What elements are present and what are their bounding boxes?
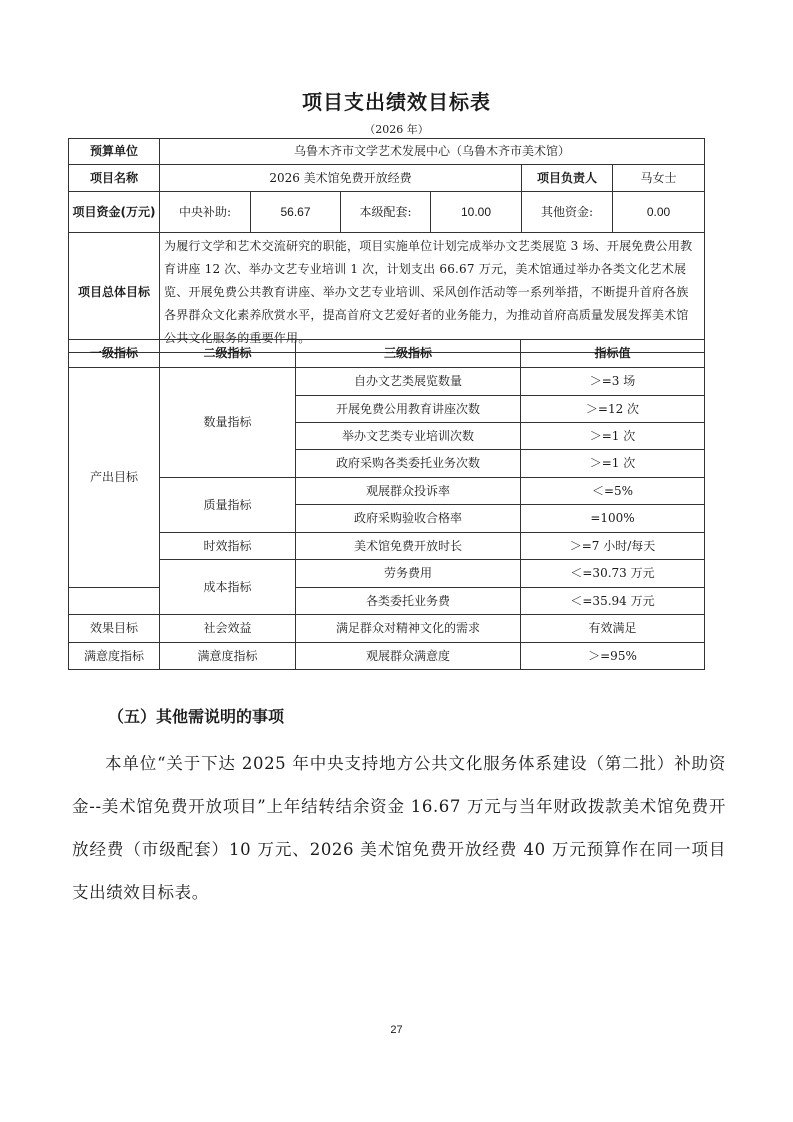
owner-value: 马女士 [613, 165, 705, 192]
table-row [69, 478, 705, 505]
header-level1: 一级指标 [69, 340, 160, 368]
level2-quality: 质量指标 [160, 478, 296, 533]
header-level2: 二级指标 [160, 340, 296, 368]
indicator-name: 美术馆免费开放时长 [296, 533, 521, 560]
project-name-row [69, 165, 705, 192]
table-year: （2026 年） [364, 123, 429, 136]
funds-label: 项目资金(万元) [69, 192, 160, 233]
level2-cost: 成本指标 [160, 560, 296, 615]
project-info-table [68, 138, 705, 353]
indicator-value: =100% [521, 505, 705, 533]
budget-unit-label: 预算单位 [69, 139, 160, 165]
indicator-table [68, 339, 705, 670]
empty-cell [69, 588, 160, 615]
owner-label: 项目负责人 [522, 165, 613, 192]
project-name-label: 项目名称 [69, 165, 160, 192]
table-title: 项目支出绩效目标表 [302, 90, 491, 114]
indicator-name: 自办文艺类展览数量 [296, 368, 521, 396]
other-value: 0.00 [613, 192, 705, 233]
indicator-name: 观展群众投诉率 [296, 478, 521, 505]
indicator-value: ＜=35.94 万元 [521, 588, 705, 615]
indicator-name: 观展群众满意度 [296, 643, 521, 670]
goal-text: 为履行文学和艺术交流研究的职能，项目实施单位计划完成举办文艺类展览 3 场、开展免费公用教育讲座 12 次、举办文艺专业培训 1 次，计划支出 66.67 万元，美术馆通过举办各类文化艺术展览、开展免费公共教育讲座、举办文艺专业培训、采风创作活动等一系列举措，不断提升首府各族各界群众文化素养欣赏水平，提高首府文艺爱好者的业务能力，为推动首府高质量发展发挥美术馆公共文化服务的重要作用。 [160, 233, 705, 353]
indicator-name: 各类委托业务费 [296, 588, 521, 615]
level1-effect: 效果目标 [69, 615, 160, 643]
section-heading: （五）其他需说明的事项 [108, 707, 285, 726]
indicator-value: 有效满足 [521, 615, 705, 643]
page-number: 27 [390, 1024, 403, 1036]
indicator-value: ＜=30.73 万元 [521, 560, 705, 588]
local-label: 本级配套: [341, 192, 431, 233]
indicator-value: ＞=1 次 [521, 423, 705, 450]
level2-quantity: 数量指标 [160, 368, 296, 478]
central-label: 中央补助: [160, 192, 251, 233]
budget-unit-row [69, 139, 705, 165]
level2-time: 时效指标 [160, 533, 296, 560]
indicator-value: ＞=12 次 [521, 396, 705, 423]
goal-row [69, 233, 705, 353]
table-row [69, 560, 705, 588]
indicator-name: 劳务费用 [296, 560, 521, 588]
level2-satisfaction: 满意度指标 [160, 643, 296, 670]
table-row [69, 368, 705, 396]
indicator-header-row [69, 340, 705, 368]
local-value: 10.00 [431, 192, 522, 233]
other-label: 其他资金: [522, 192, 613, 233]
funds-row [69, 192, 705, 233]
indicator-name: 开展免费公用教育讲座次数 [296, 396, 521, 423]
header-level3: 三级指标 [296, 340, 521, 368]
header-value: 指标值 [521, 340, 705, 368]
indicator-value: ＞=7 小时/每天 [521, 533, 705, 560]
central-value: 56.67 [251, 192, 341, 233]
project-name-value: 2026 美术馆免费开放经费 [160, 165, 522, 192]
table-row [69, 643, 705, 670]
level1-output: 产出目标 [69, 368, 160, 588]
indicator-value: ＞=1 次 [521, 450, 705, 478]
level1-satisfaction: 满意度指标 [69, 643, 160, 670]
indicator-value: ＜=5% [521, 478, 705, 505]
indicator-value: ＞=95% [521, 643, 705, 670]
table-row [69, 533, 705, 560]
goal-label: 项目总体目标 [69, 233, 160, 353]
level2-social: 社会效益 [160, 615, 296, 643]
table-row [69, 615, 705, 643]
indicator-value: ＞=3 场 [521, 368, 705, 396]
indicator-name: 政府采购验收合格率 [296, 505, 521, 533]
budget-unit-value: 乌鲁木齐市文学艺术发展中心（乌鲁木齐市美术馆） [160, 139, 705, 165]
indicator-name: 政府采购各类委托业务次数 [296, 450, 521, 478]
indicator-name: 满足群众对精神文化的需求 [296, 615, 521, 643]
section-paragraph: 本单位“关于下达 2025 年中央支持地方公共文化服务体系建设（第二批）补助资金--美术馆免费开放项目”上年结转结余资金 16.67 万元与当年财政拨款美术馆免费开放经费（市级配套）10 万元、2026 美术馆免费开放经费 40 万元预算作在同一项目支出绩效目标表。 [72, 754, 726, 902]
indicator-name: 举办文艺类专业培训次数 [296, 423, 521, 450]
